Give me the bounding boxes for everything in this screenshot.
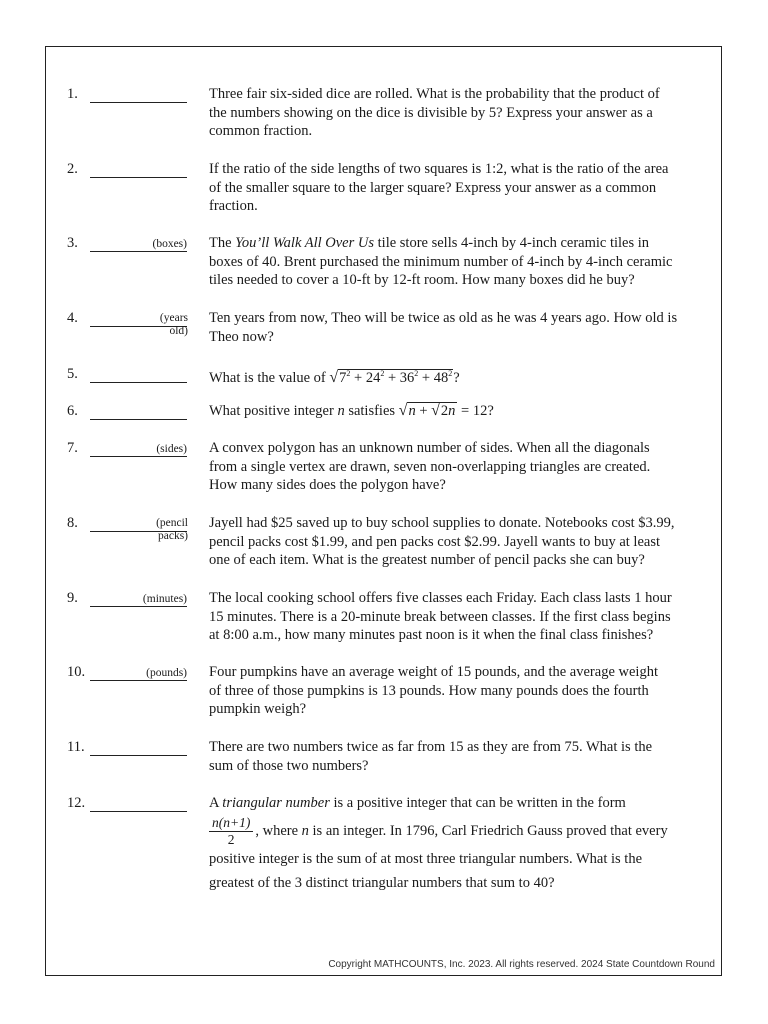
text-line: Three fair six-sided dice are rolled. What is the probability that the product of — [209, 86, 660, 102]
text-line: Four pumpkins have an average weight of 15 pounds, and the average weight — [209, 664, 658, 680]
unit-label: (pounds) — [146, 667, 187, 679]
problem-text — [209, 738, 701, 775]
problem-number: 8. — [67, 515, 78, 531]
text-line: A convex polygon has an unknown number of sides. When all the diagonals — [209, 440, 650, 456]
problem-text — [209, 663, 701, 719]
text-line: If the ratio of the side lengths of two squares is 1:2, what is the ratio of the area — [209, 161, 669, 177]
text-line: Ten years from now, Theo will be twice as old as he was 4 years ago. How old is — [209, 310, 678, 326]
text-line: Jayell had $25 saved up to buy school supplies to donate. Notebooks cost $3.99, — [209, 515, 675, 531]
problem-text — [209, 794, 701, 893]
text-line: at 8:00 a.m., how many minutes past noon is it when the final class finishes? — [209, 627, 654, 644]
text-line: boxes of 40. Brent purchased the minimum number of 4-inch by 4-inch ceramic — [209, 253, 673, 270]
answer-blank[interactable] — [90, 365, 187, 383]
answer-blank[interactable] — [90, 663, 187, 681]
problem-number: 12. — [67, 795, 86, 811]
problem-number: 9. — [67, 590, 78, 606]
text-line: The You’ll Walk All Over Us tile store sells 4-inch by 4-inch ceramic tiles in — [209, 235, 650, 251]
problem-text — [209, 589, 701, 645]
problem-text — [209, 439, 701, 495]
unit-label: (minutes) — [142, 593, 187, 605]
text-line: of three of those pumpkins is 13 pounds. How many pounds does the fourth — [209, 682, 649, 699]
fraction: $\frac{n(n+1)}{2}$ — [209, 815, 253, 848]
text-line: There are two numbers twice as far from 15 as they are from 75. What is the — [209, 739, 653, 755]
answer-blank[interactable] — [90, 85, 187, 103]
problem-number: 5. — [67, 366, 78, 382]
problem-text — [209, 309, 701, 346]
nested-radical: √n + √2n — [398, 402, 456, 419]
unit-label: (years old) — [159, 312, 188, 337]
problem-text — [209, 402, 701, 421]
text-line: How many sides does the polygon have? — [209, 477, 446, 494]
radical-expression: $√7^2 + 24^2 + 36^2 + 48^2$ — [329, 369, 453, 386]
problem-number: 2. — [67, 161, 78, 177]
problem-number: 3. — [67, 235, 78, 251]
text-line: pumpkin weigh? — [209, 701, 307, 718]
term: triangular number — [222, 795, 330, 811]
problem-number: 7. — [67, 440, 78, 456]
text-line: the numbers showing on the dice is divisible by 5? Express your answer as a — [209, 104, 653, 121]
problem-text — [209, 85, 701, 141]
unit-label: (sides) — [156, 443, 187, 455]
text-line: pencil packs cost $1.99, and pen packs cost $2.99. Jayell wants to buy at least — [209, 533, 661, 550]
text-line: common fraction. — [209, 123, 313, 140]
text-line: fraction. — [209, 198, 258, 215]
text-line: The local cooking school offers five classes each Friday. Each class lasts 1 hour — [209, 590, 672, 606]
problem-number: 10. — [67, 664, 86, 680]
answer-blank[interactable] — [90, 589, 187, 607]
problem-text — [209, 160, 701, 216]
problem-text — [209, 514, 701, 570]
text-line: Theo now? — [209, 328, 274, 345]
text-line: sum of those two numbers? — [209, 757, 369, 774]
text-line: from a single vertex are drawn, seven non-overlapping triangles are created. — [209, 458, 651, 475]
text-line: of the smaller square to the larger square? Express your answer as a common — [209, 179, 657, 196]
answer-blank[interactable] — [90, 439, 187, 457]
store-name: You’ll Walk All Over Us — [235, 235, 375, 251]
copyright-footer: Copyright MATHCOUNTS, Inc. 2023. All rights reserved. 2024 State Countdown Round — [328, 959, 715, 970]
answer-blank[interactable] — [90, 234, 187, 252]
answer-blank[interactable] — [90, 160, 187, 178]
text-line: What positive integer n satisfies √n + √2n = 12? — [209, 402, 494, 419]
text-line: 15 minutes. There is a 20-minute break between classes. If the first class begins — [209, 608, 671, 625]
text-line: What is the value of $√7^2 + 24^2 + 36^2 + 48^2$? — [209, 369, 460, 386]
text-line: positive integer is the sum of at most three triangular numbers. What is the — [209, 850, 643, 867]
text-line: $\frac{n(n+1)}{2}$ , where n is an integer. In 1796, Carl Friedrich Gauss proved that every — [209, 815, 701, 848]
text-line: greatest of the 3 distinct triangular numbers that sum to 40? — [209, 875, 555, 892]
answer-blank[interactable] — [90, 738, 187, 756]
problem-number: 4. — [67, 310, 78, 326]
worksheet-frame — [45, 46, 722, 976]
unit-label: (pencil packs) — [156, 517, 188, 542]
answer-blank[interactable] — [90, 402, 187, 420]
answer-blank[interactable] — [90, 794, 187, 812]
problem-number: 1. — [67, 86, 78, 102]
problem-text — [209, 365, 701, 388]
unit-label: (boxes) — [152, 238, 187, 250]
problem-text — [209, 234, 701, 290]
text-line: one of each item. What is the greatest number of pencil packs she can buy? — [209, 552, 645, 569]
problem-number: 11. — [67, 739, 85, 755]
text-line: A triangular number is a positive integer that can be written in the form — [209, 795, 626, 811]
problem-number: 6. — [67, 403, 78, 419]
text-line: tiles needed to cover a 10-ft by 12-ft room. How many boxes did he buy? — [209, 272, 635, 289]
